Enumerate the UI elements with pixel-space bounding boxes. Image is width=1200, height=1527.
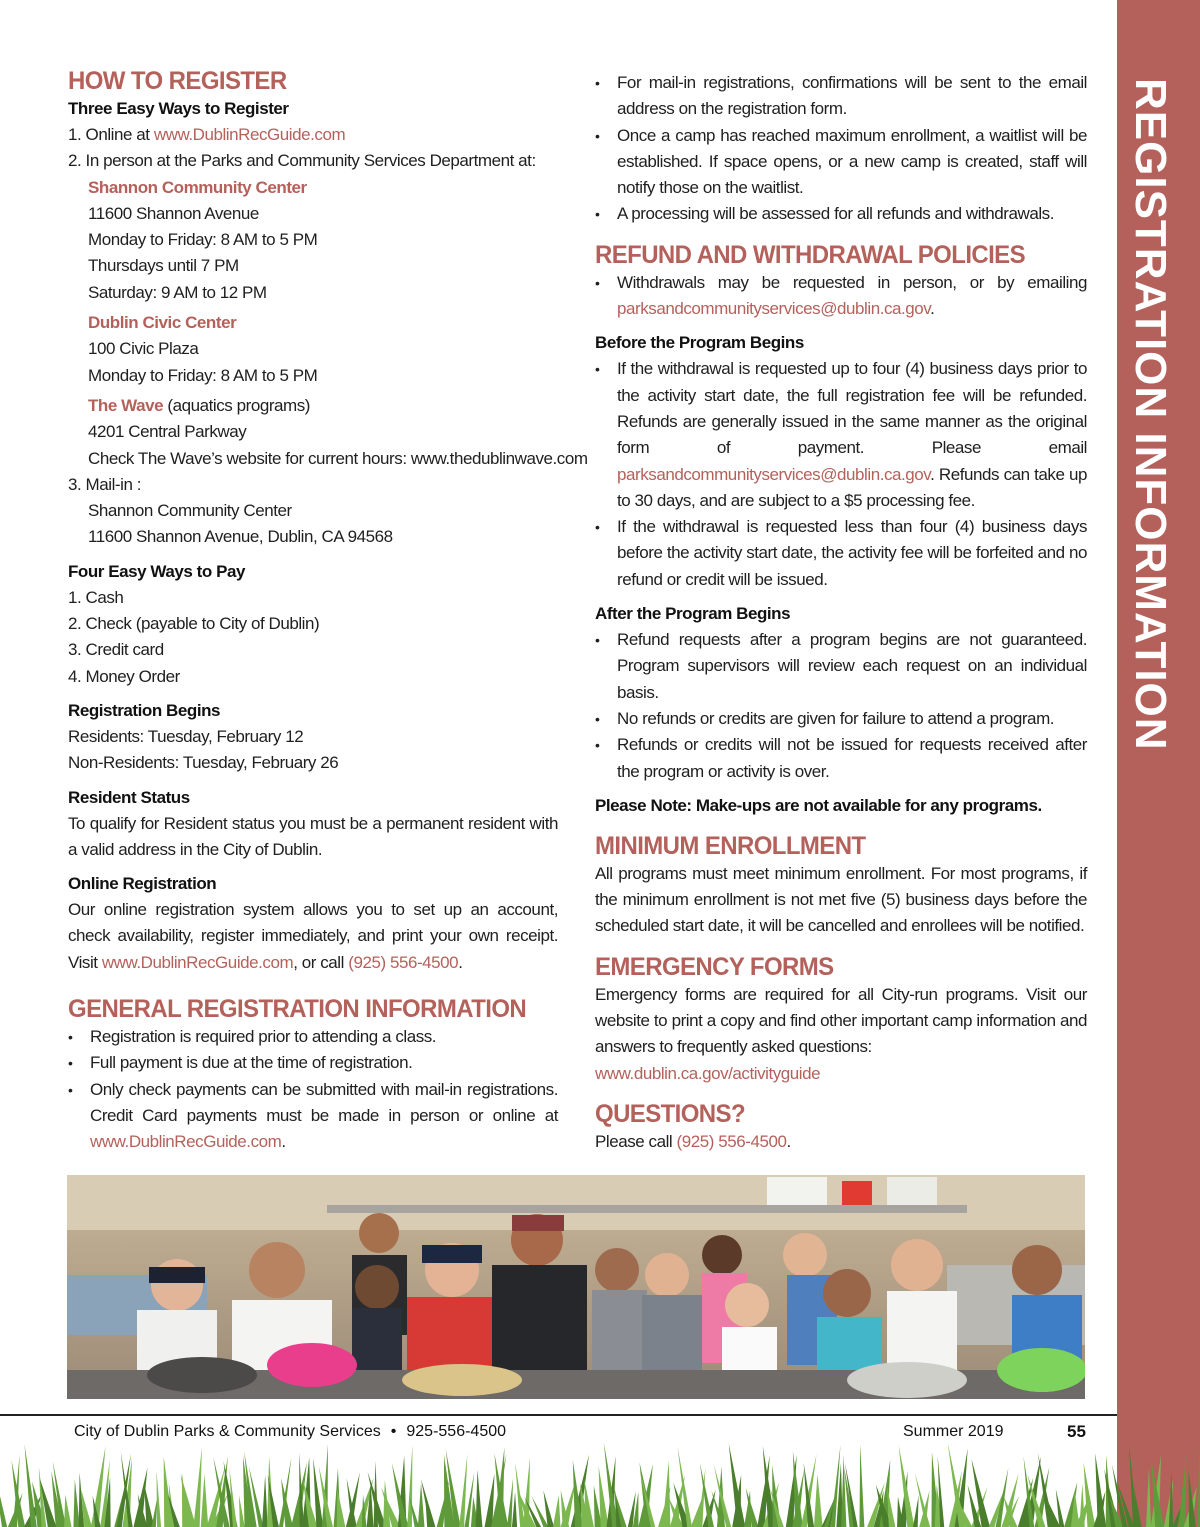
questions-end: .	[786, 1131, 791, 1151]
email-link[interactable]: parksandcommunityservices@dublin.ca.gov	[617, 299, 931, 319]
grass-blade	[913, 1495, 919, 1527]
grass-blade	[584, 1480, 594, 1527]
shannon-line: Monday to Friday: 8 AM to 5 PM	[88, 230, 318, 250]
general-bullet: • Registration is required prior to attending a class.	[68, 1024, 558, 1050]
grass-blade	[663, 1461, 671, 1527]
dublinrecguide-link[interactable]: www.DublinRecGuide.com	[101, 952, 294, 972]
minimum-enrollment-text: All programs must meet minimum enrollment. For most programs, if the minimum enrollment is not met five (5) business days before the scheduled start date, it will be cancelled and enrollees will be notified.	[595, 863, 1087, 936]
wave-line: 4201 Central Parkway	[88, 422, 247, 442]
before-program-heading: Before the Program Begins	[595, 333, 804, 353]
civic-name: Dublin Civic Center	[88, 313, 237, 333]
shannon-line: Thursdays until 7 PM	[88, 256, 239, 276]
after-program-heading: After the Program Begins	[595, 604, 791, 624]
info-bullet: • A processing will be assessed for all refunds and withdrawals.	[595, 201, 1087, 227]
after-bullet: • Refunds or credits will not be issued for requests received after the program or activity is over.	[595, 732, 1087, 785]
footer-rule	[0, 1414, 1117, 1416]
after-bullet: • Refund requests after a program begins are not guaranteed. Program supervisors will review each request on an individual basis.	[595, 627, 1087, 706]
shannon-line: Saturday: 9 AM to 12 PM	[88, 282, 267, 302]
resident-status-heading: Resident Status	[68, 787, 190, 807]
minimum-enrollment-heading: MINIMUM ENROLLMENT	[595, 831, 866, 861]
shannon-line: 11600 Shannon Avenue	[88, 203, 259, 223]
grass-blade	[507, 1478, 513, 1527]
grass-blade	[476, 1470, 483, 1527]
please-note: Please Note: Make-ups are not available for any programs.	[595, 795, 1042, 815]
online-end: .	[458, 952, 463, 972]
pay-item: 3. Credit card	[68, 640, 164, 660]
grass-decoration	[0, 1442, 1200, 1527]
way-online-prefix: 1. Online at	[68, 125, 154, 144]
questions-heading: QUESTIONS?	[595, 1099, 746, 1129]
footer-org	[74, 1423, 506, 1441]
pay-item: 4. Money Order	[68, 666, 180, 686]
grass-blade	[1079, 1484, 1084, 1527]
grass-blade	[512, 1492, 517, 1527]
phone-link[interactable]: (925) 556-4500	[676, 1131, 787, 1151]
shannon-name: Shannon Community Center	[88, 177, 307, 197]
refund-bullet	[595, 270, 1087, 323]
grass-blade	[859, 1444, 864, 1527]
grass-blade	[313, 1458, 323, 1527]
footer-bullet: •	[390, 1423, 397, 1440]
shannon-block	[68, 175, 588, 472]
before-bullet-end: . Refunds can take up to 30 days, and are subject to a $5 processing fee.	[617, 464, 1087, 510]
footer-season: Summer 2019	[903, 1423, 1004, 1440]
general-end: .	[281, 1132, 286, 1152]
emergency-forms-text: Emergency forms are required for all City-run programs. Visit our website to print a copy and find other important camp information and answers to frequently asked questions:	[595, 984, 1087, 1057]
grass-blade	[515, 1463, 525, 1527]
general-bullet	[68, 1077, 558, 1156]
grass-blade	[337, 1489, 346, 1527]
phone-link[interactable]: (925) 556-4500	[348, 952, 459, 972]
mail-line: 11600 Shannon Avenue, Dublin, CA 94568	[88, 527, 393, 547]
three-ways-heading: Three Easy Ways to Register	[68, 99, 289, 118]
questions-prefix: Please call	[595, 1131, 677, 1151]
mail-line: Shannon Community Center	[88, 501, 292, 521]
before-bullet	[595, 356, 1087, 514]
before-bullet: • If the withdrawal is requested less than four (4) business days before the activity start date, the activity fee will be forfeited and no refund or credit will be issued.	[595, 514, 1087, 593]
dublinrecguide-link[interactable]: www.DublinRecGuide.com	[90, 1132, 282, 1152]
wave-line: Check The Wave’s website for current hours: www.thedublinwave.com	[88, 448, 588, 468]
pay-heading: Four Easy Ways to Pay	[68, 561, 245, 581]
before-bullet-text: If the withdrawal is requested up to four (4) business days prior to the activity start date, the full registration fee will be refunded. Refunds are generally issued in the same manner as the original form of payment. Please email	[617, 359, 1087, 458]
wave-title	[88, 393, 558, 419]
footer-phone: 925-556-4500	[406, 1423, 507, 1440]
grass-blade	[1095, 1453, 1106, 1527]
grass-blade	[64, 1494, 71, 1527]
general-bullet: • Full payment is due at the time of registration.	[68, 1050, 558, 1076]
right-column	[595, 70, 1087, 1155]
grass-blade	[262, 1475, 268, 1527]
general-bullet-text: Only check payments can be submitted with mail-in registrations. Credit Card payments must be made in person or online at	[90, 1079, 558, 1125]
grass-blade	[553, 1495, 561, 1527]
online-registration-text	[68, 897, 558, 976]
way-online	[68, 122, 558, 148]
refund-end: .	[930, 299, 935, 319]
civic-line: Monday to Friday: 8 AM to 5 PM	[88, 365, 318, 385]
grass-blade	[729, 1444, 746, 1527]
registration-begins-line: Residents: Tuesday, February 12	[68, 726, 304, 746]
page-number: 55	[1067, 1422, 1086, 1441]
grass-blade	[814, 1474, 823, 1527]
email-link[interactable]: parksandcommunityservices@dublin.ca.gov	[617, 464, 931, 484]
general-registration-heading: GENERAL REGISTRATION INFORMATION	[68, 995, 527, 1024]
grass-blade	[841, 1455, 846, 1527]
info-bullet: • Once a camp has reached maximum enrollment, a waitlist will be established. If space opens, or a new camp is created, staff will notify those on the waitlist.	[595, 123, 1087, 202]
grass-blade	[239, 1495, 245, 1527]
way-mail: 3. Mail-in :	[68, 474, 142, 494]
resident-status-text: To qualify for Resident status you must be a permanent resident with a valid address in the City of Dublin.	[68, 813, 558, 859]
civic-line: 100 Civic Plaza	[88, 339, 199, 359]
grass-blade	[0, 1466, 7, 1527]
info-bullet: • For mail-in registrations, confirmations will be sent to the email address on the registration form.	[595, 70, 1087, 123]
registration-begins-line: Non-Residents: Tuesday, February 26	[68, 753, 339, 773]
left-column	[68, 66, 588, 1156]
online-mid: , or call	[293, 952, 349, 972]
grass-blade	[407, 1445, 412, 1527]
refund-heading: REFUND AND WITHDRAWAL POLICIES	[595, 240, 1025, 270]
dublinrecguide-link[interactable]: www.DublinRecGuide.com	[153, 125, 346, 144]
registration-begins-heading: Registration Begins	[68, 700, 221, 720]
grass-blade	[459, 1454, 467, 1527]
grass-blade	[24, 1444, 36, 1527]
grass-blade	[151, 1497, 157, 1527]
wave-suffix: (aquatics programs)	[163, 395, 311, 415]
side-title	[1117, 78, 1200, 758]
after-bullet: • No refunds or credits are given for failure to attend a program.	[595, 706, 1087, 732]
wave-name: The Wave	[88, 395, 164, 415]
mail-block	[68, 498, 558, 551]
online-text: Our online registration system allows you to set up an account, check availability, register immediately, and print your own receipt. Visit	[68, 900, 558, 972]
refund-bullet-text: Withdrawals may be requested in person, or by emailing	[617, 272, 1087, 292]
online-registration-heading: Online Registration	[68, 874, 217, 894]
grass-blade	[193, 1447, 201, 1527]
how-to-register-heading: HOW TO REGISTER	[68, 67, 287, 96]
pay-item: 2. Check (payable to City of Dublin)	[68, 614, 320, 634]
emergency-forms-heading: EMERGENCY FORMS	[595, 952, 834, 982]
kids-cooking-photo	[67, 1175, 1085, 1399]
side-title-text: REGISTRATION INFORMATION	[1126, 78, 1175, 751]
pay-item: 1. Cash	[68, 587, 124, 607]
way-in-person: 2. In person at the Parks and Community Services Department at:	[68, 151, 536, 171]
footer-org-name: City of Dublin Parks & Community Services	[74, 1423, 381, 1440]
questions-text	[595, 1129, 1087, 1155]
grass-blade	[156, 1471, 161, 1527]
grass-blade	[201, 1474, 209, 1527]
activityguide-link[interactable]: www.dublin.ca.gov/activityguide	[595, 1063, 821, 1083]
